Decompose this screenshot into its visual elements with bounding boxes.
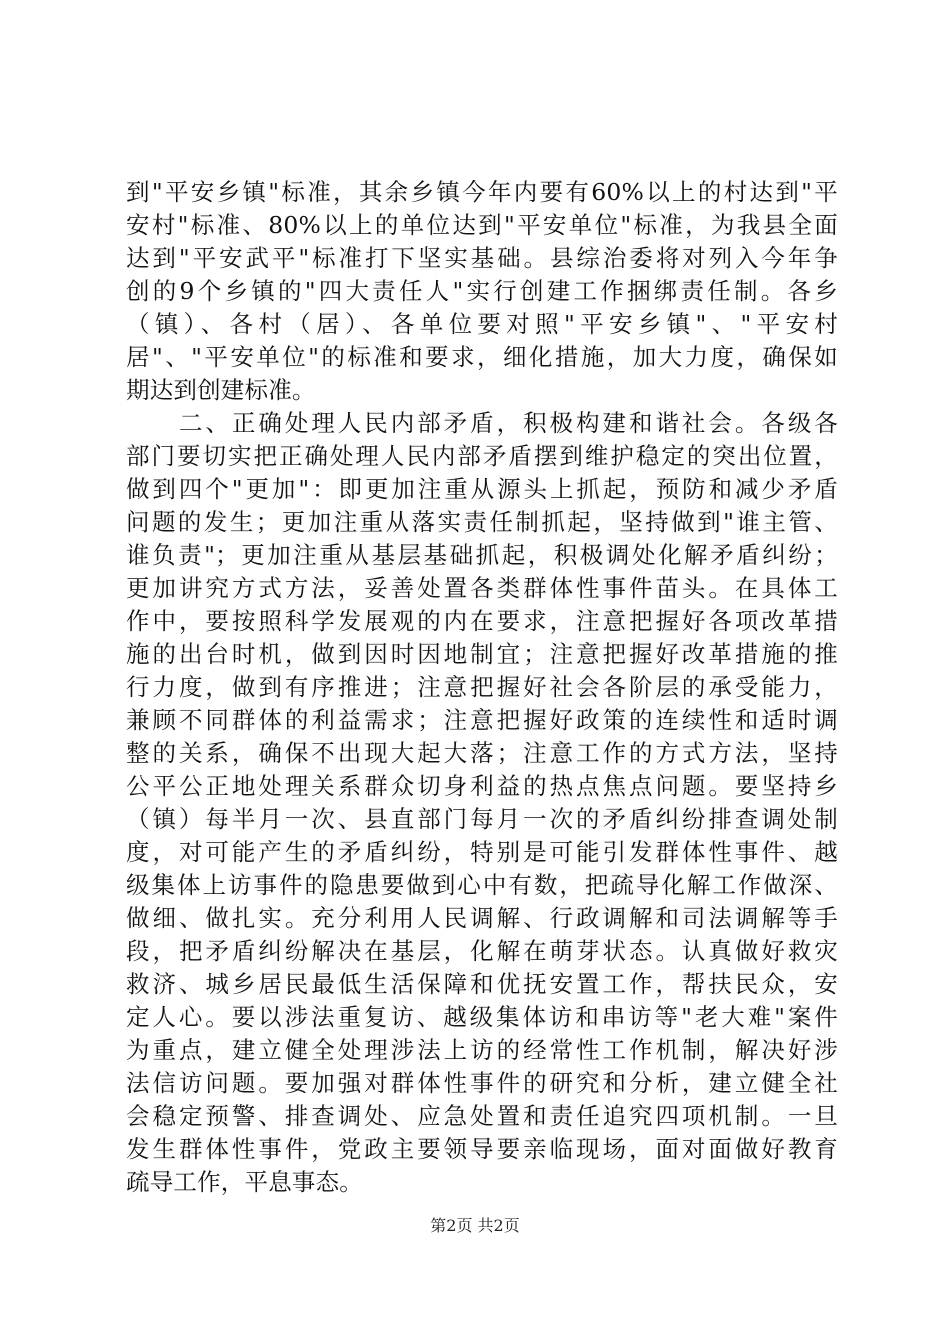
text-line: 整的关系，确保不出现大起大落；注意工作的方式方法，坚持: [126, 739, 838, 767]
text-line: 部门要切实把正确处理人民内部矛盾摆到维护稳定的突出位置，: [126, 442, 838, 470]
text-line: 度，对可能产生的矛盾纠纷，特别是可能引发群体性事件、越: [126, 838, 838, 866]
text-line: 做细、做扎实。充分利用人民调解、行政调解和司法调解等手: [126, 904, 838, 932]
text-line: 公平公正地处理关系群众切身利益的热点焦点问题。要坚持乡: [126, 772, 838, 800]
text-line: 级集体上访事件的隐患要做到心中有数，把疏导化解工作做深、: [126, 871, 838, 899]
page-footer: [0, 1216, 950, 1236]
text-line: 做到四个"更加"：即更加注重从源头上抓起，预防和减少矛盾: [126, 475, 838, 503]
text-line: 问题的发生；更加注重从落实责任制抓起，坚持做到"谁主管、: [126, 508, 838, 536]
text-line: 二、正确处理人民内部矛盾，积极构建和谐社会。各级各: [126, 409, 838, 437]
text-line: 行力度，做到有序推进；注意把握好社会各阶层的承受能力，: [126, 673, 838, 701]
text-line: 达到"平安武平"标准打下坚实基础。县综治委将对列入今年争: [126, 244, 838, 272]
text-line: （镇）、各村（居）、各单位要对照"平安乡镇"、"平安村: [126, 310, 838, 338]
text-line: 疏导工作，平息事态。: [126, 1168, 363, 1196]
text-line: 居"、"平安单位"的标准和要求，细化措施，加大力度，确保如: [126, 343, 838, 371]
text-line: 段，把矛盾纠纷解决在基层，化解在萌芽状态。认真做好救灾: [126, 937, 838, 965]
text-line: （镇）每半月一次、县直部门每月一次的矛盾纠纷排查调处制: [126, 805, 838, 833]
text-line: 作中，要按照科学发展观的内在要求，注意把握好各项改革措: [126, 607, 838, 635]
text-line: 期达到创建标准。: [126, 376, 316, 404]
text-line: 施的出台时机，做到因时因地制宜；注意把握好改革措施的推: [126, 640, 838, 668]
text-line: 定人心。要以涉法重复访、越级集体访和串访等"老大难"案件: [126, 1003, 838, 1031]
text-line: 法信访问题。要加强对群体性事件的研究和分析，建立健全社: [126, 1069, 838, 1097]
text-line: 兼顾不同群体的利益需求；注意把握好政策的连续性和适时调: [126, 706, 838, 734]
text-line: 发生群体性事件，党政主要领导要亲临现场，面对面做好教育: [126, 1135, 838, 1163]
page-number-label: 第2页 共2页: [430, 1216, 520, 1235]
text-line: 创的9个乡镇的"四大责任人"实行创建工作捆绑责任制。各乡: [126, 277, 838, 305]
text-line: 安村"标准、80%以上的单位达到"平安单位"标准，为我县全面: [126, 211, 838, 239]
text-line: 到"平安乡镇"标准，其余乡镇今年内要有60%以上的村达到"平: [126, 178, 838, 206]
text-line: 救济、城乡居民最低生活保障和优抚安置工作，帮扶民众，安: [126, 970, 838, 998]
text-line: 更加讲究方式方法，妥善处置各类群体性事件苗头。在具体工: [126, 574, 838, 602]
text-line: 谁负责"；更加注重从基层基础抓起，积极调处化解矛盾纠纷；: [126, 541, 838, 569]
text-line: 为重点，建立健全处理涉法上访的经常性工作机制，解决好涉: [126, 1036, 838, 1064]
document-body: [126, 176, 838, 1199]
text-line: 会稳定预警、排查调处、应急处置和责任追究四项机制。一旦: [126, 1102, 838, 1130]
